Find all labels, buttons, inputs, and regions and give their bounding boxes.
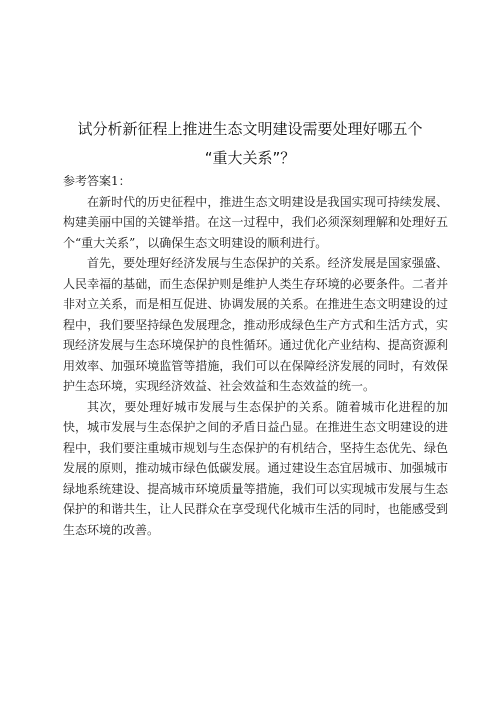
document-title-line-1: 试分析新征程上推进生态文明建设需要处理好哪五个: [77, 120, 423, 138]
answer-label: 参考答案1：: [63, 174, 131, 188]
document-body: [63, 171, 448, 540]
paragraph-city-ecology: 其次，要处理好城市发展与生态保护的关系。随着城市化进程的加快，城市发展与生态保护之间的矛盾日益凸显。在推进生态文明建设的进程中，我们要注重城市规划与生态保护的有机结合，坚持生态优先、绿色发展的原则，推动城市绿色低碳发展。通过建设生态宜居城市、加强城市绿地系统建设、提高城市环境质量等措施，我们可以实现城市发展与生态保护的和谐共生，让人民群众在享受现代化城市生活的同时，也能感受到生态环境的改善。: [63, 399, 448, 537]
document-title-line-2: “重大关系”？: [204, 149, 296, 167]
paragraph-economy-ecology: 首先，要处理好经济发展与生态保护的关系。经济发展是国家强盛、人民幸福的基础，而生态保护则是维护人类生存环境的必要条件。二者并非对立关系，而是相互促进、协调发展的关系。在推进生态文明建设的过程中，我们要坚持绿色发展理念，推动形成绿色生产方式和生活方式，实现经济发展与生态环境保护的良性循环。通过优化产业结构、提高资源利用效率、加强环境监管等措施，我们可以在保障经济发展的同时，有效保护生态环境，实现经济效益、社会效益和生态效益的统一。: [63, 256, 448, 393]
paragraph-intro: 在新时代的历史征程中，推进生态文明建设是我国实现可持续发展、构建美丽中国的关键举措。在这一过程中，我们必须深刻理解和处理好五个“重大关系”，以确保生态文明建设的顺利进行。: [63, 194, 448, 250]
